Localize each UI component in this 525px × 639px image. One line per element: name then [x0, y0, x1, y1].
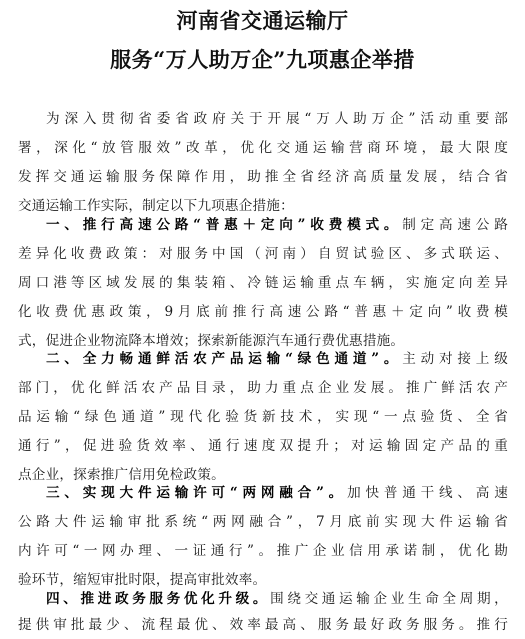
section-text: 制定高速公路 — [402, 217, 508, 233]
section-line: 内许可“一网办理、一证通行”。推广企业信用承诺制，优化勘 — [18, 543, 508, 559]
section-line: 周口港等区域发展的集装箱、冷链运输重点车辆，实施定向差异 — [18, 275, 508, 291]
document-title-line1: 河南省交通运输厅 — [176, 8, 349, 33]
section-heading: 一、推行高速公路“普惠＋定向”收费模式。 — [46, 217, 403, 233]
section-heading: 四、推进政务服务优化升级。 — [46, 591, 271, 607]
section-line: 品运输“绿色通道”现代化验货新技术，实现“一点验货、全省 — [18, 409, 508, 425]
intro-line: 署，深化“放管服效”改革，优化交通运输营商环境，最大限度 — [18, 140, 508, 156]
document-title-line2: 服务“万人助万企”九项惠企举措 — [110, 47, 415, 72]
section-line: 点企业，探索推广信用免检政策。 — [18, 467, 225, 483]
section-first-line — [18, 590, 508, 608]
section-heading: 二、全力畅通鲜活农产品运输“绿色通道”。 — [46, 351, 403, 367]
intro-line: 交通运输工作实际，制定以下九项惠企措施： — [18, 198, 294, 214]
section-line: 部门，优化鲜活农产品目录，助力重点企业发展。推广鲜活农产 — [18, 380, 508, 396]
section-text: 加快普通干线、高速 — [347, 485, 508, 501]
section-line: 公路大件运输审批系统“两网融合”，7月底前实现大件运输省 — [18, 514, 508, 530]
section-line: 化收费优惠政策，9月底前推行高速公路“普惠＋定向”收费模 — [18, 304, 508, 320]
section-heading: 三、实现大件运输许可“两网融合”。 — [46, 485, 348, 501]
section-text: 围绕交通运输企业生命全周期， — [270, 591, 508, 607]
intro-line: 发挥交通运输服务保障作用，助推全省经济高质量发展，结合省 — [18, 169, 508, 185]
section-line: 验环节，缩短审批时限，提高审批效率。 — [18, 572, 267, 588]
section-line: 差异化收费政策：对服务中国（河南）自贸试验区、多式联运、 — [18, 246, 508, 262]
section-first-line — [18, 216, 508, 234]
section-text: 主动对接上级 — [402, 351, 508, 367]
intro-line: 为深入贯彻省委省政府关于开展“万人助万企”活动重要部 — [46, 111, 508, 127]
section-first-line — [18, 484, 508, 502]
section-line: 提供审批最少、流程最优、效率最高、服务最好政务服务。推行 — [18, 617, 508, 633]
section-first-line — [18, 350, 508, 368]
section-line: 式，促进企业物流降本增效；探索新能源汽车通行费优惠措施。 — [18, 333, 405, 349]
section-line: 通行”，促进验货效率、通行速度双提升；对运输固定产品的重 — [18, 438, 508, 454]
